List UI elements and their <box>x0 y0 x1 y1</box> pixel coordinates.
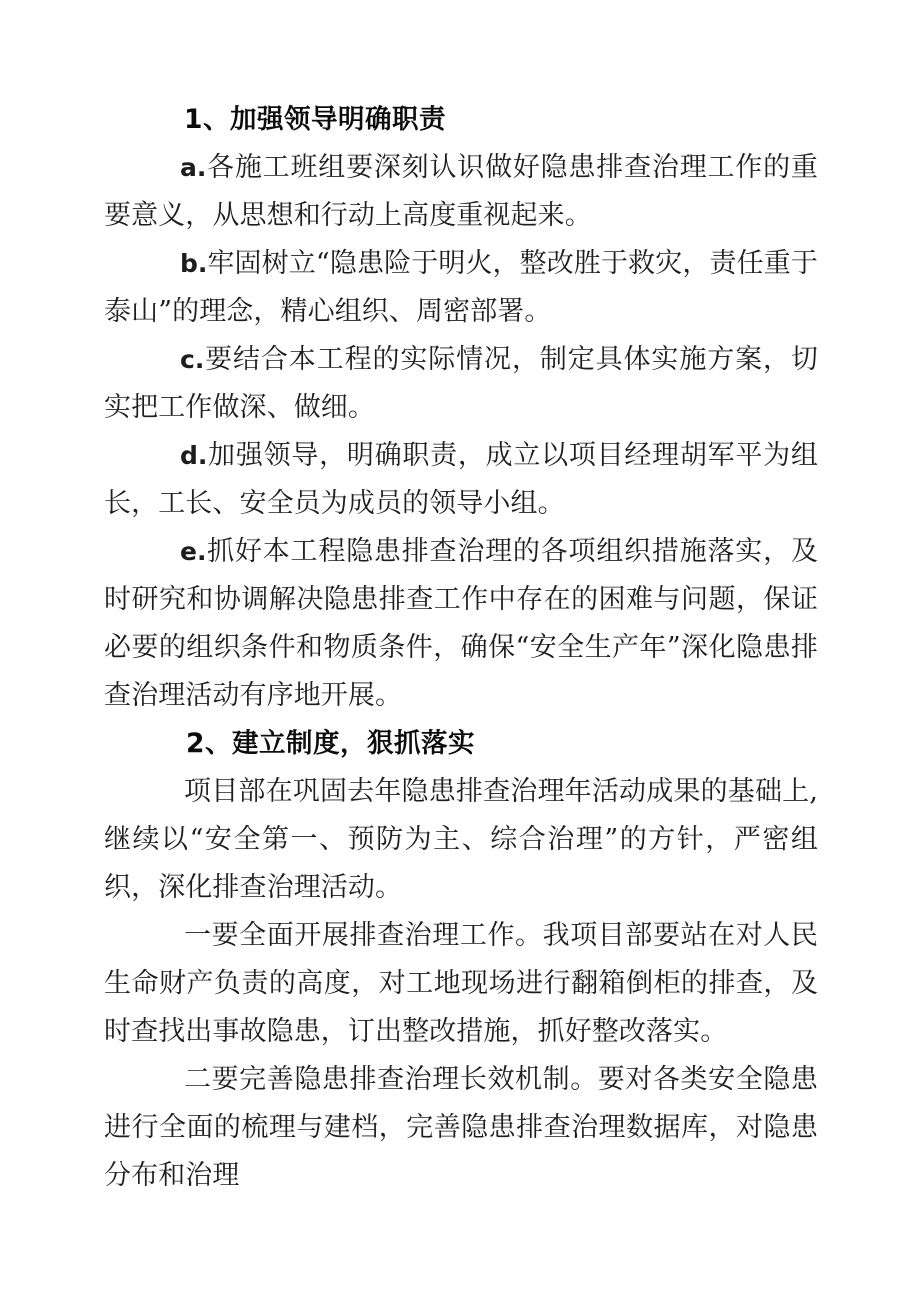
paragraph-a-text: 各施工班组要深刻认识做好隐患排查治理工作的重要意义，从思想和行动上高度重视起来。 <box>104 152 818 231</box>
paragraph-d-enumerator: d. <box>180 441 208 470</box>
paragraph-c <box>104 336 818 432</box>
paragraph-point-one: 一要全面开展排查治理工作。我项目部要站在对人民生命财产负责的高度，对工地现场进行翻箱倒柜的排查，及时查找出事故隐患，订出整改措施，抓好整改落实。 <box>104 920 818 1047</box>
paragraph-e-text: 抓好本工程隐患排查治理的各项组织措施落实，及时研究和协调解决隐患排查工作中存在的困难与问题，保证必要的组织条件和物质条件，确保“安全生产年”深化隐患排查治理活动有序地开展。 <box>104 536 818 711</box>
heading-2: 2、建立制度，狠抓落实 <box>186 728 475 759</box>
paragraph-b-text: 牢固树立“隐患险于明火，整改胜于救灾，责任重于泰山”的理念，精心组织、周密部署。 <box>104 248 818 327</box>
paragraph-a-enumerator: a. <box>180 153 207 182</box>
paragraph-project-dept: 项目部在巩固去年隐患排查治理年活动成果的基础上,继续以“安全第一、预防为主、综合治理”的方针，严密组织，深化排查治理活动。 <box>104 776 818 903</box>
paragraph-d <box>104 432 818 528</box>
paragraph-b-enumerator: b. <box>180 249 208 278</box>
paragraph-b <box>104 240 818 336</box>
paragraph-e-enumerator: e. <box>180 537 207 566</box>
document-text-column <box>104 96 818 1200</box>
paragraph-c-enumerator: c. <box>180 345 205 374</box>
paragraph-d-text: 加强领导，明确职责，成立以项目经理胡军平为组长，工长、安全员为成员的领导小组。 <box>104 440 818 519</box>
paragraph-a <box>104 144 818 240</box>
paragraph-e <box>104 528 818 720</box>
paragraph-c-text: 要结合本工程的实际情况，制定具体实施方案，切实把工作做深、做细。 <box>104 344 818 423</box>
heading-1: 1、加强领导明确职责 <box>184 104 446 135</box>
paragraph-point-two: 二要完善隐患排查治理长效机制。要对各类安全隐患进行全面的梳理与建档，完善隐患排查治理数据库，对隐患分布和治理 <box>104 1064 818 1191</box>
